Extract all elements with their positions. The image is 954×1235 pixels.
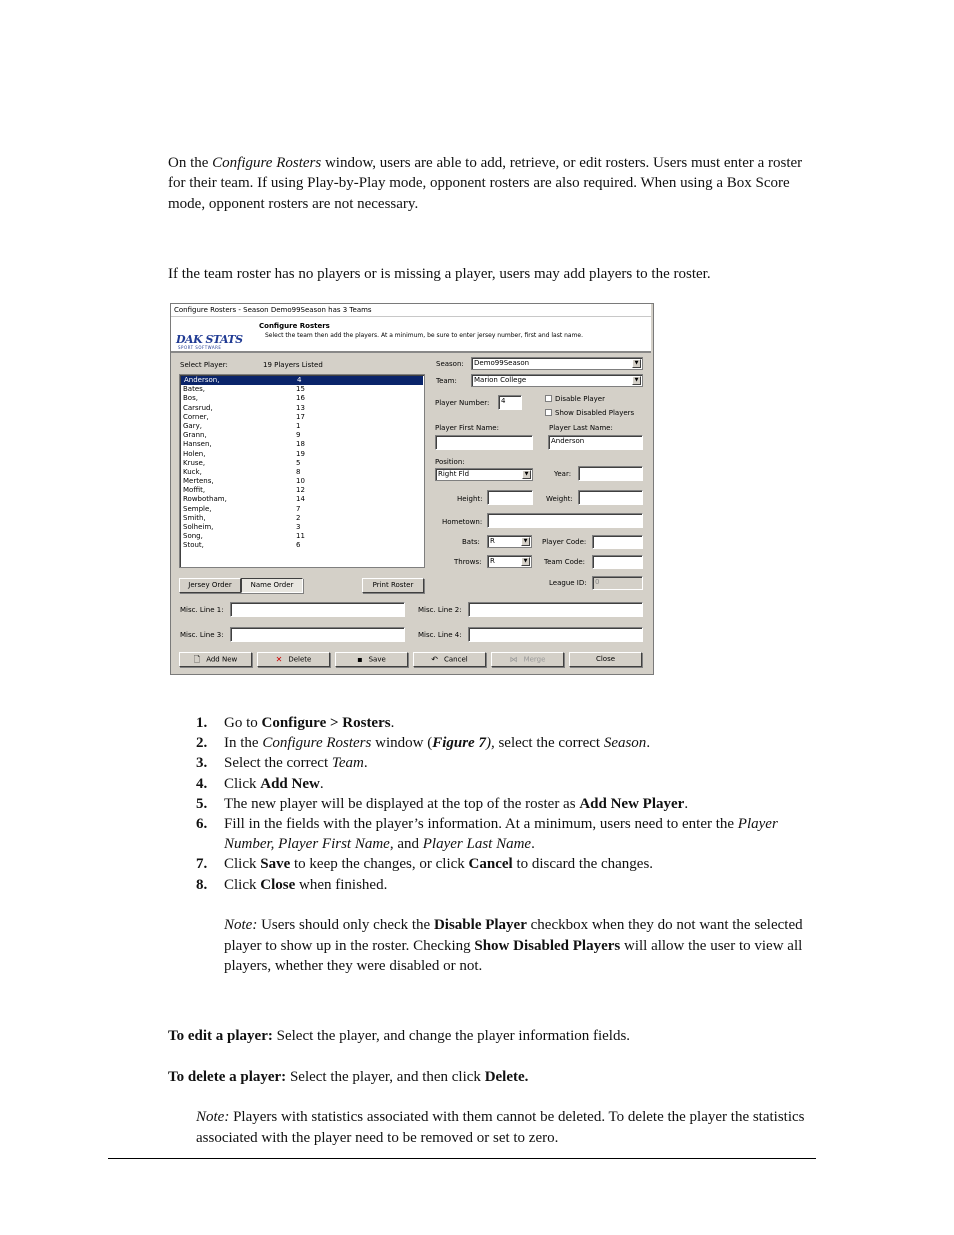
league-id-label: League ID:	[549, 579, 587, 587]
bats-label: Bats:	[462, 538, 480, 546]
league-id-field: 0	[592, 576, 643, 590]
delete-player-paragraph	[168, 1067, 818, 1087]
step-text: .	[531, 836, 535, 853]
player-name: Kruse,	[183, 458, 206, 467]
step-text: , and	[389, 836, 423, 853]
step-text: Click	[224, 775, 261, 792]
season-label: Season:	[436, 360, 464, 368]
disable-player-note	[224, 915, 816, 977]
position-label: Position:	[435, 458, 465, 466]
add-player-steps	[196, 713, 816, 895]
position-value: Right Fld	[438, 470, 470, 478]
step-text: select the correct	[494, 735, 604, 752]
note-label: Note:	[224, 917, 258, 933]
player-code-label: Player Code:	[542, 538, 587, 546]
last-name-label: Player Last Name:	[549, 424, 613, 432]
player-list-item[interactable]	[180, 431, 424, 440]
players-listed-count: 19 Players Listed	[263, 361, 323, 369]
player-list-item[interactable]	[180, 495, 424, 504]
intro-paragraph	[168, 153, 818, 214]
close-button[interactable]: Close	[569, 652, 642, 667]
step-italic: Player Last Name	[422, 836, 532, 853]
step-number: 2.	[196, 735, 208, 752]
jersey-order-button[interactable]: Jersey Order	[179, 578, 241, 593]
step-text: .	[363, 755, 368, 772]
merge-button	[491, 652, 564, 667]
step-italic: Configure Rosters	[262, 735, 372, 752]
player-list-item[interactable]	[180, 440, 424, 449]
weight-label: Weight:	[546, 495, 573, 503]
step-2	[196, 733, 816, 753]
misc-line-2-field[interactable]	[468, 602, 643, 617]
edit-label: To edit a player:	[168, 1028, 273, 1044]
configure-rosters-window	[170, 303, 654, 675]
player-jersey-number: 13	[296, 403, 305, 412]
cancel-button[interactable]	[413, 652, 486, 667]
step-bold: Cancel	[468, 856, 513, 873]
step-6	[196, 814, 816, 854]
delete-bold: Delete.	[484, 1069, 529, 1085]
step-text: .	[684, 795, 689, 812]
player-jersey-number: 10	[296, 477, 305, 486]
first-name-label: Player First Name:	[435, 424, 499, 432]
step-number: 3.	[196, 755, 208, 772]
step-text: The new player will be displayed at the top of the roster as	[224, 795, 580, 812]
player-name: Kuck,	[183, 467, 202, 476]
player-list-item[interactable]	[180, 541, 424, 550]
team-label: Team:	[436, 377, 457, 385]
step-italic: Season	[603, 735, 647, 752]
merge-icon: ⋈	[509, 655, 518, 664]
window-titlebar: Configure Rosters - Season Demo99Season has 3 Teams	[171, 304, 651, 317]
step-number: 5.	[196, 795, 208, 812]
misc-line-3-field[interactable]	[230, 627, 405, 642]
player-jersey-number: 12	[296, 486, 305, 495]
cancel-label: Cancel	[443, 655, 468, 664]
add-player-intro: If the team roster has no players or is missing a player, users may add players to the roster.	[168, 266, 711, 282]
bats-select[interactable]	[487, 535, 532, 548]
delete-text: Select the player, and then click	[286, 1069, 485, 1085]
note-bold: Disable Player	[433, 917, 527, 933]
header-title: Configure Rosters	[259, 322, 330, 330]
player-name: Hansen,	[183, 440, 212, 449]
new-document-icon: 🗋	[193, 655, 201, 664]
chevron-down-icon: ▼	[522, 470, 531, 479]
player-list-item[interactable]	[180, 514, 424, 523]
step-text: .	[390, 715, 395, 731]
player-list[interactable]	[179, 374, 425, 568]
step-text: to discard the changes.	[512, 856, 654, 873]
player-name: Corner,	[183, 412, 209, 421]
player-number-field[interactable]: 4	[498, 395, 522, 410]
step-number: 6.	[196, 816, 208, 833]
step-bold: Add New Player	[579, 795, 685, 812]
player-list-item[interactable]	[180, 523, 424, 532]
step-text: to keep the changes, or click	[290, 856, 469, 873]
player-list-item[interactable]	[180, 450, 424, 459]
throws-label: Throws:	[454, 558, 482, 566]
team-select[interactable]	[471, 374, 643, 387]
player-name: Bos,	[183, 394, 198, 403]
show-disabled-label: Show Disabled Players	[555, 409, 635, 417]
player-name: Song,	[183, 532, 203, 541]
floppy-disk-icon: ▪	[357, 655, 363, 664]
player-jersey-number: 2	[296, 513, 301, 522]
player-name: Rowbotham,	[183, 495, 227, 504]
player-list-item[interactable]	[180, 422, 424, 431]
name-order-button[interactable]: Name Order	[241, 578, 303, 593]
chevron-down-icon: ▼	[521, 557, 530, 566]
player-list-item[interactable]	[180, 413, 424, 422]
weight-field[interactable]	[578, 490, 643, 505]
player-name: Bates,	[183, 385, 206, 394]
season-value: Demo99Season	[474, 359, 530, 367]
player-name: Grann,	[183, 431, 207, 440]
step-bold: Save	[260, 856, 291, 873]
player-list-item[interactable]	[180, 477, 424, 486]
player-name: Holen,	[183, 449, 206, 458]
step-italic: Player Number, Player First Name	[224, 816, 778, 853]
player-name: Smith,	[183, 513, 206, 522]
disable-player-checkbox[interactable]	[545, 395, 552, 402]
step-text: Fill in the fields with the player’s information. At a minimum, users need to enter the	[224, 816, 738, 833]
step-number: 7.	[196, 856, 208, 873]
player-name: Anderson,	[184, 376, 220, 384]
step-8	[196, 875, 816, 895]
step-text: .	[646, 735, 651, 752]
save-label: Save	[368, 655, 386, 664]
player-list-item[interactable]	[180, 459, 424, 468]
player-jersey-number: 16	[296, 394, 305, 403]
dakstats-logo: DAK STATS	[176, 333, 243, 346]
note-text: Users should only check the	[257, 917, 434, 933]
player-jersey-number: 19	[296, 449, 305, 458]
player-list-item[interactable]	[181, 376, 423, 385]
player-number-label: Player Number:	[435, 399, 490, 407]
note-text: Players with statistics associated with them cannot be deleted. To delete the player the statistics associated with the player need to be removed or set to zero.	[196, 1109, 805, 1146]
delete-button[interactable]	[257, 652, 330, 667]
player-jersey-number: 1	[296, 421, 301, 430]
throws-value: R	[490, 557, 495, 565]
add-new-label: Add New	[206, 655, 238, 664]
throws-select[interactable]	[487, 555, 532, 568]
misc-line-1-label: Misc. Line 1:	[180, 606, 224, 614]
step-text: In the	[224, 735, 263, 752]
delete-label: To delete a player:	[168, 1069, 287, 1085]
chevron-down-icon: ▼	[632, 376, 641, 385]
step-number: 4.	[196, 775, 208, 792]
step-text: window (	[371, 735, 433, 752]
player-jersey-number: 18	[296, 440, 305, 449]
player-list-item[interactable]	[180, 505, 424, 514]
player-name: Solheim,	[183, 523, 214, 531]
window-header	[171, 317, 651, 353]
team-code-label: Team Code:	[544, 558, 586, 566]
edit-player-paragraph	[168, 1026, 818, 1046]
print-roster-button[interactable]: Print Roster	[362, 578, 424, 593]
year-field[interactable]	[578, 466, 643, 481]
player-jersey-number: 6	[296, 541, 301, 550]
step-4	[196, 774, 816, 794]
misc-line-1-field[interactable]	[230, 602, 405, 617]
player-list-item[interactable]	[180, 404, 424, 413]
step-number: 8.	[196, 876, 208, 893]
player-name: Semple,	[183, 504, 212, 513]
player-jersey-number: 11	[296, 532, 305, 541]
player-jersey-number: 14	[296, 495, 305, 504]
last-name-field[interactable]: Anderson	[548, 435, 643, 450]
step-text: Click	[224, 876, 261, 893]
undo-icon: ↶	[431, 655, 438, 664]
misc-line-2-label: Misc. Line 2:	[418, 606, 462, 614]
year-label: Year:	[554, 470, 572, 478]
show-disabled-checkbox[interactable]	[545, 409, 552, 416]
chevron-down-icon: ▼	[521, 537, 530, 546]
position-select[interactable]	[435, 468, 533, 481]
player-jersey-number: 5	[296, 458, 301, 467]
player-jersey-number: 8	[296, 467, 301, 476]
height-label: Height:	[457, 495, 483, 503]
player-name: Moffit,	[183, 486, 206, 495]
player-jersey-number: 17	[296, 412, 305, 421]
step-7	[196, 854, 816, 874]
delete-label: Delete	[288, 655, 312, 664]
player-list-item[interactable]	[180, 468, 424, 477]
misc-line-3-label: Misc. Line 3:	[180, 631, 224, 639]
misc-line-4-field[interactable]	[468, 627, 643, 642]
misc-line-4-label: Misc. Line 4:	[418, 631, 462, 639]
team-value: Marion College	[474, 376, 527, 384]
team-code-field[interactable]	[592, 555, 643, 569]
note-text: checkbox when they do not want the selected player to show up in the roster. Checking	[224, 917, 803, 954]
player-jersey-number: 7	[296, 504, 301, 513]
player-jersey-number: 4	[297, 376, 302, 384]
player-jersey-number: 15	[296, 385, 305, 394]
step-text: .	[319, 775, 324, 792]
add-new-button[interactable]	[179, 652, 252, 667]
step-text: Click	[224, 856, 261, 873]
hometown-field[interactable]	[487, 513, 643, 528]
player-list-item[interactable]	[180, 394, 424, 403]
note-bold: Show Disabled Players	[474, 937, 621, 954]
step-number: 1.	[196, 715, 208, 731]
note-text: will allow the user to view all players, whether they were disabled or not.	[224, 937, 803, 975]
bats-value: R	[490, 537, 495, 545]
step-bold: Configure > Rosters	[261, 715, 391, 731]
step-text: when finished.	[295, 876, 388, 893]
step-bold: Add New	[260, 775, 320, 792]
footer-rule	[108, 1158, 816, 1159]
merge-label: Merge	[523, 655, 546, 664]
player-list-item[interactable]	[180, 486, 424, 495]
dakstats-logo-subtitle: SPORT SOFTWARE	[178, 345, 222, 350]
header-subtitle: Select the team then add the players. At a minimum, be sure to enter jersey number, first and last name.	[265, 332, 584, 339]
intro-text-rest: window, users are able to add, retrieve, or edit rosters. Users must enter a roster for their team. If using Play-by-Play mode, opponent rosters are also required. When using a Box Score mode, opponent rosters are not necessary.	[168, 155, 803, 212]
step-text: Select the correct	[224, 755, 332, 772]
player-jersey-number: 9	[296, 431, 301, 440]
select-player-label: Select Player:	[180, 361, 228, 369]
first-name-field[interactable]	[435, 435, 533, 450]
player-name: Gary,	[183, 421, 202, 430]
player-name: Mertens,	[183, 477, 214, 486]
intro-window-name: Configure Rosters	[212, 155, 322, 171]
step-italic: Team	[331, 755, 364, 772]
step-text: Go to	[224, 715, 262, 731]
height-field[interactable]	[487, 490, 533, 505]
delete-note	[196, 1107, 816, 1148]
note-label: Note:	[196, 1109, 230, 1125]
player-name: Stout,	[183, 541, 204, 550]
disable-player-label: Disable Player	[555, 395, 605, 403]
player-jersey-number: 3	[296, 523, 301, 531]
intro-text: On the	[168, 155, 213, 171]
step-italic: ),	[485, 735, 495, 752]
player-code-field[interactable]	[592, 535, 643, 549]
delete-x-icon: ✕	[275, 655, 283, 664]
chevron-down-icon: ▼	[632, 359, 641, 368]
step-3	[196, 753, 816, 773]
player-list-item[interactable]	[180, 532, 424, 541]
season-select[interactable]	[471, 357, 643, 370]
player-list-item[interactable]	[180, 385, 424, 394]
step-bold: Close	[260, 876, 296, 893]
edit-text: Select the player, and change the player information fields.	[272, 1028, 631, 1044]
figure-reference: Figure 7	[432, 735, 486, 752]
player-name: Carsrud,	[183, 403, 213, 412]
hometown-label: Hometown:	[442, 518, 483, 526]
save-button[interactable]	[335, 652, 408, 667]
step-5	[196, 794, 816, 814]
step-1	[196, 713, 816, 733]
